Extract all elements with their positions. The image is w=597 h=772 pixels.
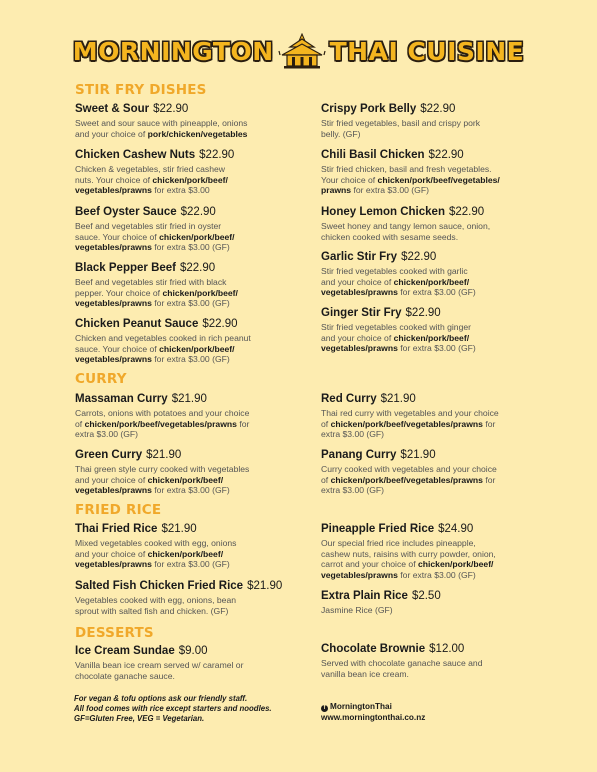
- menu-item-cashew: [75, 148, 300, 196]
- menu-item-oyster: [75, 205, 300, 253]
- temple-logo-icon: [278, 33, 326, 69]
- item-name: Chicken Peanut Sauce: [75, 318, 199, 330]
- section-stir-fry: STIR FRY DISHES: [75, 82, 207, 98]
- menu-item-ginger: [321, 306, 551, 354]
- menu-item-green-curry: [75, 448, 300, 496]
- section-desserts: DESSERTS: [75, 625, 154, 641]
- item-name: Chicken Cashew Nuts: [75, 149, 196, 161]
- item-price: $21.90: [146, 449, 182, 461]
- brand-left: MORNINGTON: [72, 36, 274, 66]
- item-name: Pineapple Fried Rice: [321, 523, 435, 535]
- item-description: Mixed vegetables cooked with egg, onions and your choice of chicken/pork/beef/ vegetables/prawns for extra $3.00 (GF): [75, 538, 237, 570]
- menu-item-plain-rice: [321, 589, 551, 616]
- menu-item-pineapple-rice: [321, 522, 551, 580]
- item-name: Honey Lemon Chicken: [321, 206, 445, 218]
- item-description: Jasmine Rice (GF): [321, 605, 393, 615]
- item-name: Ginger Stir Fry: [321, 307, 402, 319]
- item-price: $21.90: [380, 393, 416, 405]
- item-price: $22.90: [448, 206, 485, 218]
- item-price: $22.90: [428, 149, 464, 161]
- menu-item-salted-fish: [75, 579, 310, 616]
- item-name: Beef Oyster Sauce: [75, 206, 177, 218]
- menu-item-honey-lemon: [321, 205, 551, 242]
- item-price: $9.00: [178, 645, 208, 657]
- item-description: Sweet and sour sauce with pineapple, onions and your choice of pork/chicken/vegetables: [75, 118, 248, 139]
- item-name: Red Curry: [321, 393, 377, 405]
- item-description: Vanilla bean ice cream served w/ caramel or chocolate ganache sauce.: [75, 660, 244, 681]
- menu-item-red-curry: [321, 392, 551, 440]
- item-price: $22.90: [199, 149, 235, 161]
- item-description: Chicken & vegetables, stir fried cashew nuts. Your choice of chicken/pork/beef/ vegetables/prawns for extra $3.00: [75, 164, 228, 196]
- menu-item-brownie: [321, 642, 551, 679]
- item-name: Extra Plain Rice: [321, 590, 408, 602]
- footer-contact: [321, 701, 425, 723]
- item-name: Black Pepper Beef: [75, 262, 176, 274]
- menu-item-sweet-sour: [75, 102, 300, 139]
- item-price: $22.90: [405, 307, 441, 319]
- item-description: Chicken and vegetables cooked in rich peanut sauce. Your choice of chicken/pork/beef/ vegetables/prawns for extra $3.00 (GF): [75, 333, 251, 365]
- item-description: Beef and vegetables stir fried in oyster sauce. Your choice of chicken/pork/beef/ vegetables/prawns for extra $3.00 (GF): [75, 221, 235, 253]
- item-name: Massaman Curry: [75, 393, 168, 405]
- item-description: Sweet honey and tangy lemon sauce, onion, chicken cooked with sesame seeds.: [321, 221, 491, 242]
- item-name: Ice Cream Sundae: [75, 645, 175, 657]
- footer-note: For vegan & tofu options ask our friendly staff. All food comes with rice except starters and noodles. GF=Gluten Free, VEG = Vegetarian.: [74, 694, 272, 724]
- item-price: $21.90: [171, 393, 207, 405]
- website-link[interactable]: www.morningtonthai.co.nz: [321, 713, 426, 722]
- menu-item-pepper: [75, 261, 300, 309]
- item-price: $21.90: [161, 523, 197, 535]
- item-description: Carrots, onions with potatoes and your choice of chicken/pork/beef/vegetables/prawns for extra $3.00 (GF): [75, 408, 250, 440]
- menu-item-pork-belly: [321, 102, 551, 139]
- menu-item-chili-basil: [321, 148, 551, 196]
- menu-item-sundae: [75, 644, 300, 681]
- item-price: $22.90: [202, 318, 238, 330]
- item-description: Stir fried vegetables cooked with garlic and your choice of chicken/pork/beef/ vegetables/prawns for extra $3.00 (GF): [321, 266, 476, 298]
- item-name: Chili Basil Chicken: [321, 149, 425, 161]
- section-fried-rice: FRIED RICE: [75, 502, 162, 518]
- item-price: $22.90: [180, 262, 216, 274]
- item-price: $21.90: [247, 580, 283, 592]
- item-description: Curry cooked with vegetables and your choice of chicken/pork/beef/vegetables/prawns for extra $3.00 (GF): [321, 464, 497, 496]
- item-price: $22.90: [401, 251, 437, 263]
- item-price: $12.00: [429, 643, 465, 655]
- item-price: $22.90: [153, 103, 189, 115]
- item-name: Chocolate Brownie: [321, 643, 426, 655]
- item-name: Salted Fish Chicken Fried Rice: [75, 580, 244, 592]
- item-description: Thai green style curry cooked with vegetables and your choice of chicken/pork/beef/ vegetables/prawns for extra $3.00 (GF): [75, 464, 250, 496]
- facebook-icon: f: [321, 705, 328, 712]
- section-curry: CURRY: [75, 371, 127, 387]
- item-description: Thai red curry with vegetables and your choice of chicken/pork/beef/vegetables/prawns for extra $3.00 (GF): [321, 408, 499, 440]
- item-description: Beef and vegetables stir fried with black pepper. Your choice of chicken/pork/beef/ vegetables/prawns for extra $3.00 (GF): [75, 277, 238, 309]
- item-price: $22.90: [180, 206, 216, 218]
- item-name: Thai Fried Rice: [75, 523, 158, 535]
- item-name: Crispy Pork Belly: [321, 103, 417, 115]
- menu-item-peanut: [75, 317, 300, 365]
- item-description: Vegetables cooked with egg, onions, bean sprout with salted fish and chicken. (GF): [75, 595, 237, 616]
- item-name: Sweet & Sour: [75, 103, 150, 115]
- item-description: Our special fried rice includes pineapple, cashew nuts, raisins with curry powder, onion, carrot and your choice of chicken/pork/beef/ vegetables/prawns for extra $3.00 (GF): [321, 538, 496, 580]
- item-price: $21.90: [400, 449, 436, 461]
- item-price: $24.90: [438, 523, 474, 535]
- menu-item-thai-fried-rice: [75, 522, 300, 570]
- item-description: Served with chocolate ganache sauce and vanilla bean ice cream.: [321, 658, 483, 679]
- item-description: Stir fried vegetables, basil and crispy pork belly. (GF): [321, 118, 481, 139]
- brand-right: THAI CUISINE: [329, 36, 525, 66]
- menu-item-panang: [321, 448, 551, 496]
- menu-item-garlic: [321, 250, 551, 298]
- menu-item-massaman: [75, 392, 300, 440]
- item-price: $22.90: [420, 103, 456, 115]
- item-name: Garlic Stir Fry: [321, 251, 398, 263]
- item-name: Panang Curry: [321, 449, 397, 461]
- menu-header: [0, 30, 597, 72]
- item-description: Stir fried vegetables cooked with ginger and your choice of chicken/pork/beef/ vegetables/prawns for extra $3.00 (GF): [321, 322, 476, 354]
- item-description: Stir fried chicken, basil and fresh vegetables. Your choice of chicken/pork/beef/vegetables/ prawns for extra $3.00 (GF): [321, 164, 500, 196]
- facebook-handle[interactable]: MorningtonThai: [330, 702, 392, 711]
- item-name: Green Curry: [75, 449, 143, 461]
- item-price: $2.50: [411, 590, 441, 602]
